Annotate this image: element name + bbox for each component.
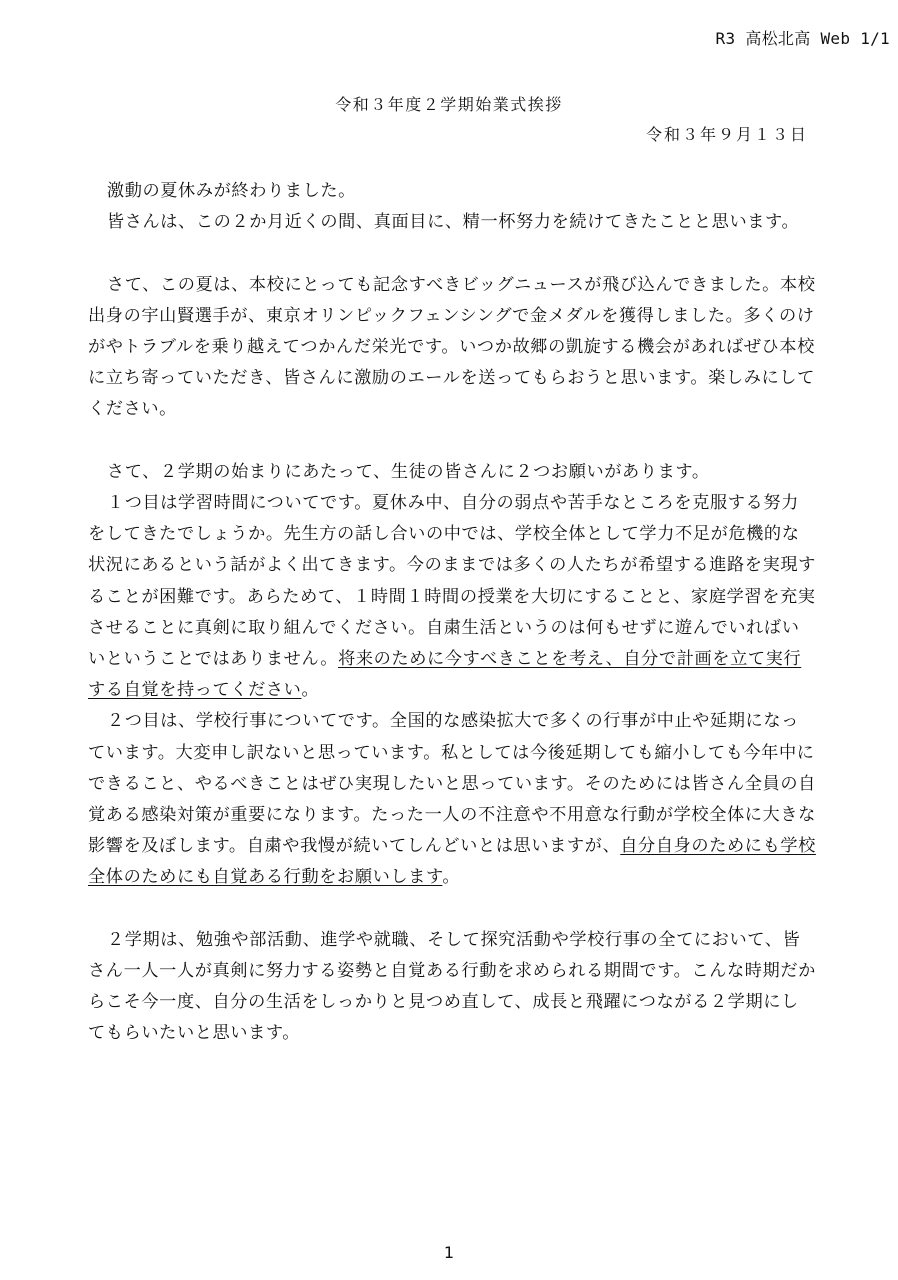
study-time-text: １つ目は学習時間についてです。夏休み中、自分の弱点や苦手なところを克服する努力をしてきたでしょうか。先生方の話し合いの中では、学校全体として学力不足が危機的な状況にあるという話がよく出てきます。今のままでは多くの人たちが希望する進路を実現することが困難です。あらためて、１時間１時間の授業を大切にすることと、家庭学習を充実させることに真剣に取り組んでください。自粛生活というのは何もせずに遊んでいればいいということではありません。: [88, 493, 816, 670]
paragraph-intro-2: 皆さんは、この２か月近くの間、真面目に、精一杯努力を続けてきたことと思います。: [106, 212, 800, 233]
page-number: 1: [443, 1243, 455, 1262]
paragraph-olympic-news: さて、この夏は、本校にとっても記念すべきビッグニュースが飛び込んできました。本校出身の宇山賢選手が、東京オリンピックフェンシングで金メダルを獲得しました。多くのけがやトラブルを乗り越えてつかんだ栄光です。いつか故郷の凱旋する機会があればぜひ本校に立ち寄っていただき、皆さんに激励のエールを送ってもらおうと思います。楽しみにしてください。: [88, 274, 816, 420]
school-events-underlined: 自分自身のためにも学校全体のためにも自覚ある行動をお願いします: [88, 836, 816, 888]
paragraph-conclusion: ２学期は、勉強や部活動、進学や就職、そして探究活動や学校行事の全てにおいて、皆さん一人一人が真剣に努力する姿勢と自覚ある行動を求められる期間です。こんな時期だからこそ今一度、自分の生活をしっかりと見つめ直して、成長と飛躍につながる２学期にしてもらいたいと思います。: [88, 929, 816, 1044]
paragraph-school-events: [88, 706, 816, 893]
paragraph-two-requests: さて、２学期の始まりにあたって、生徒の皆さんに２つお願いがあります。: [106, 461, 710, 482]
school-events-end: 。: [442, 867, 461, 888]
paragraph-study-time: [88, 488, 816, 706]
school-events-text: ２つ目は、学校行事についてです。全国的な感染拡大で多くの行事が中止や延期になっています。大変申し訳ないと思っています。私としては今後延期しても縮小しても今年中にできること、やるべきことはぜひ実現したいと思っています。そのためには皆さん全員の自覚ある感染対策が重要になります。たった一人の不注意や不用意な行動が学校全体に大きな影響を及ぼします。自粛や我慢が続いてしんどいとは思いますが、: [88, 711, 816, 857]
document-title: 令和３年度２学期始業式挨拶: [335, 95, 563, 114]
paragraph-intro-1: 激動の夏休みが終わりました。: [106, 181, 356, 201]
document-body: [88, 176, 816, 1050]
paragraph-gap: [88, 426, 816, 457]
document-date: 令和３年９月１３日: [645, 125, 808, 144]
header-code: R3 高松北高 Web 1/1: [715, 29, 890, 48]
paragraph-gap: [88, 894, 816, 925]
study-time-end: 。: [301, 680, 320, 701]
study-time-underlined: 将来のために今すべきことを考え、自分で計画を立て実行する自覚を持ってください: [88, 649, 802, 701]
paragraph-gap: [88, 238, 816, 269]
